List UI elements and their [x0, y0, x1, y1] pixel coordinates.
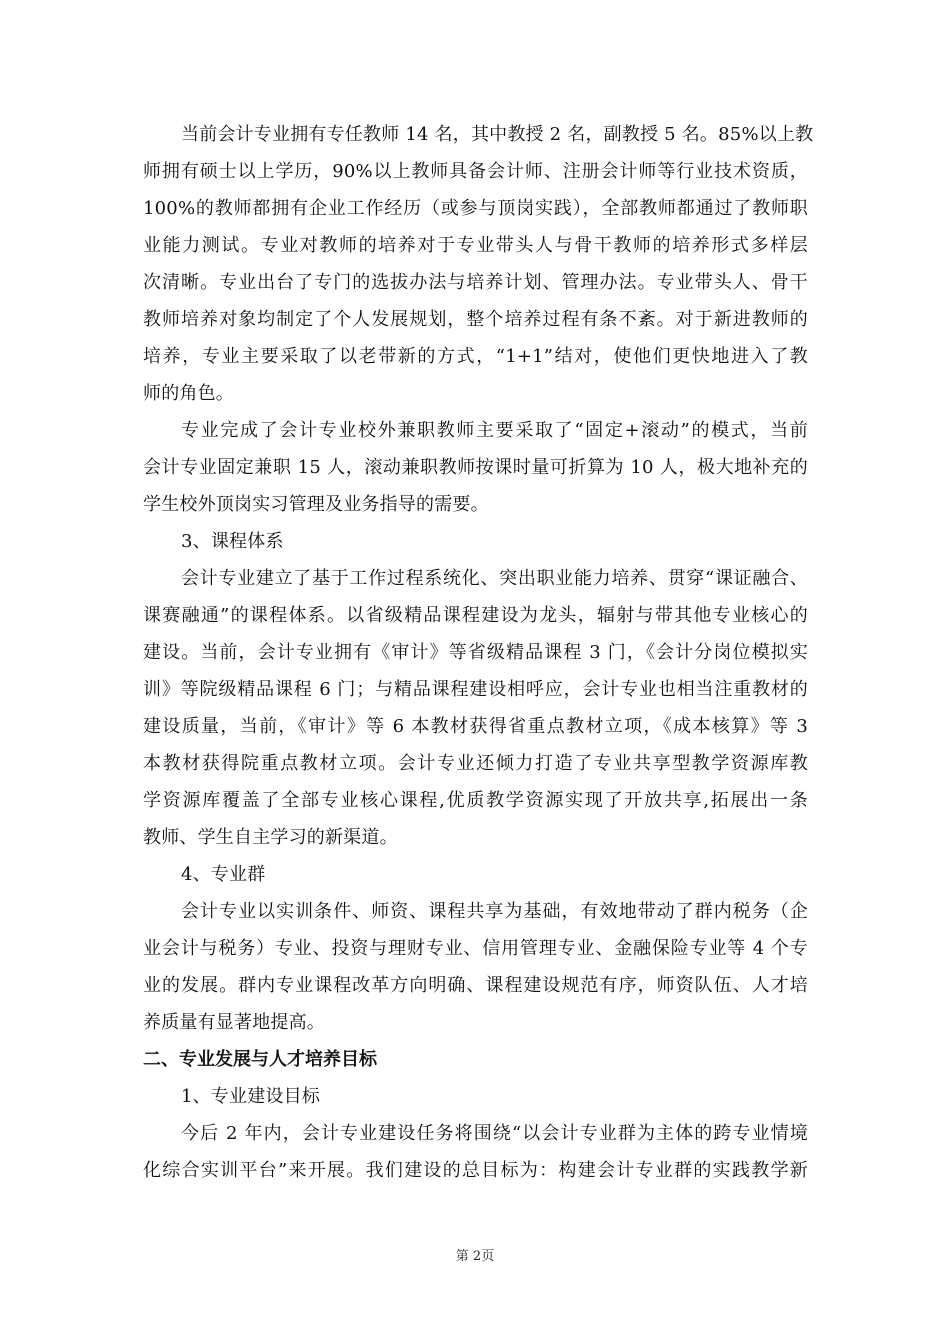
- subheading-construction-goals: 1、专业建设目标: [181, 1086, 321, 1107]
- text-line: 会计专业以实训条件、师资、课程共享为基础，有效地带动了群内税务（企: [181, 901, 808, 922]
- text-line: 次清晰。专业出台了专门的选拔办法与培养计划、管理办法。专业带头人、骨干: [143, 272, 808, 293]
- text-line: 当前会计专业拥有专任教师 14 名，其中教授 2 名，副教授 5 名。85%以上教: [181, 124, 814, 145]
- text-line: 培养，专业主要采取了以老带新的方式，“1+1”结对，使他们更快地进入了教: [143, 346, 808, 367]
- text-line: 教师培养对象均制定了个人发展规划，整个培养过程有条不紊。对于新进教师的: [143, 309, 808, 330]
- subheading-curriculum: 3、课程体系: [181, 531, 284, 552]
- text-line: 会计专业建立了基于工作过程系统化、突出职业能力培养、贯穿“课证融合、: [181, 568, 808, 589]
- paragraph-curriculum: [143, 560, 808, 856]
- text-line: 建设质量，当前，《审计》等 6 本教材获得省重点教材立项，《成本核算》等 3: [143, 716, 808, 737]
- paragraph-part-time-teachers: [143, 412, 808, 523]
- text-line: 业能力测试。专业对教师的培养对于专业带头人与骨干教师的培养形式多样层: [143, 235, 808, 256]
- text-line: 专业完成了会计专业校外兼职教师主要采取了“固定+滚动”的模式，当前: [181, 420, 808, 441]
- subheading-specialty-group: 4、专业群: [181, 864, 266, 885]
- text-line: 业的发展。群内专业课程改革方向明确、课程建设规范有序，师资队伍、人才培: [143, 975, 808, 996]
- text-line: 本教材获得院重点教材立项。会计专业还倾力打造了专业共享型教学资源库教: [143, 753, 808, 774]
- text-line: 建设。当前，会计专业拥有《审计》等省级精品课程 3 门，《会计分岗位模拟实: [143, 642, 808, 663]
- text-line: 100%的教师都拥有企业工作经历（或参与顶岗实践），全部教师都通过了教师职: [143, 198, 808, 219]
- text-line: 今后 2 年内，会计专业建设任务将围绕“以会计专业群为主体的跨专业情境: [181, 1123, 808, 1144]
- text-line: 学生校外顶岗实习管理及业务指导的需要。: [143, 494, 489, 515]
- paragraph-faculty: [143, 116, 814, 412]
- text-line: 课赛融通”的课程体系。以省级精品课程建设为龙头，辐射与带其他专业核心的: [143, 605, 808, 626]
- text-line: 化综合实训平台”来开展。我们建设的总目标为：构建会计专业群的实践教学新: [143, 1160, 808, 1181]
- section-heading-development-goals: 二、专业发展与人才培养目标: [143, 1049, 377, 1070]
- text-line: 训》等院级精品课程 6 门；与精品课程建设相呼应，会计专业也相当注重教材的: [143, 679, 808, 700]
- text-line: 业会计与税务）专业、投资与理财专业、信用管理专业、金融保险专业等 4 个专: [143, 938, 808, 959]
- text-line: 师拥有硕士以上学历，90%以上教师具备会计师、注册会计师等行业技术资质，: [143, 161, 808, 182]
- text-line: 教师、学生自主学习的新渠道。: [143, 827, 398, 848]
- text-line: 会计专业固定兼职 15 人，滚动兼职教师按课时量可折算为 10 人，极大地补充的: [143, 457, 808, 478]
- text-line: 学资源库覆盖了全部专业核心课程,优质教学资源实现了开放共享,拓展出一条: [143, 790, 808, 811]
- text-line: 养质量有显著地提高。: [143, 1012, 325, 1033]
- page-number: 第 2页: [455, 1249, 495, 1264]
- paragraph-construction-goals: [143, 1115, 808, 1189]
- document-body: [143, 116, 814, 1189]
- paragraph-specialty-group: [143, 893, 808, 1041]
- text-line: 师的角色。: [143, 383, 234, 404]
